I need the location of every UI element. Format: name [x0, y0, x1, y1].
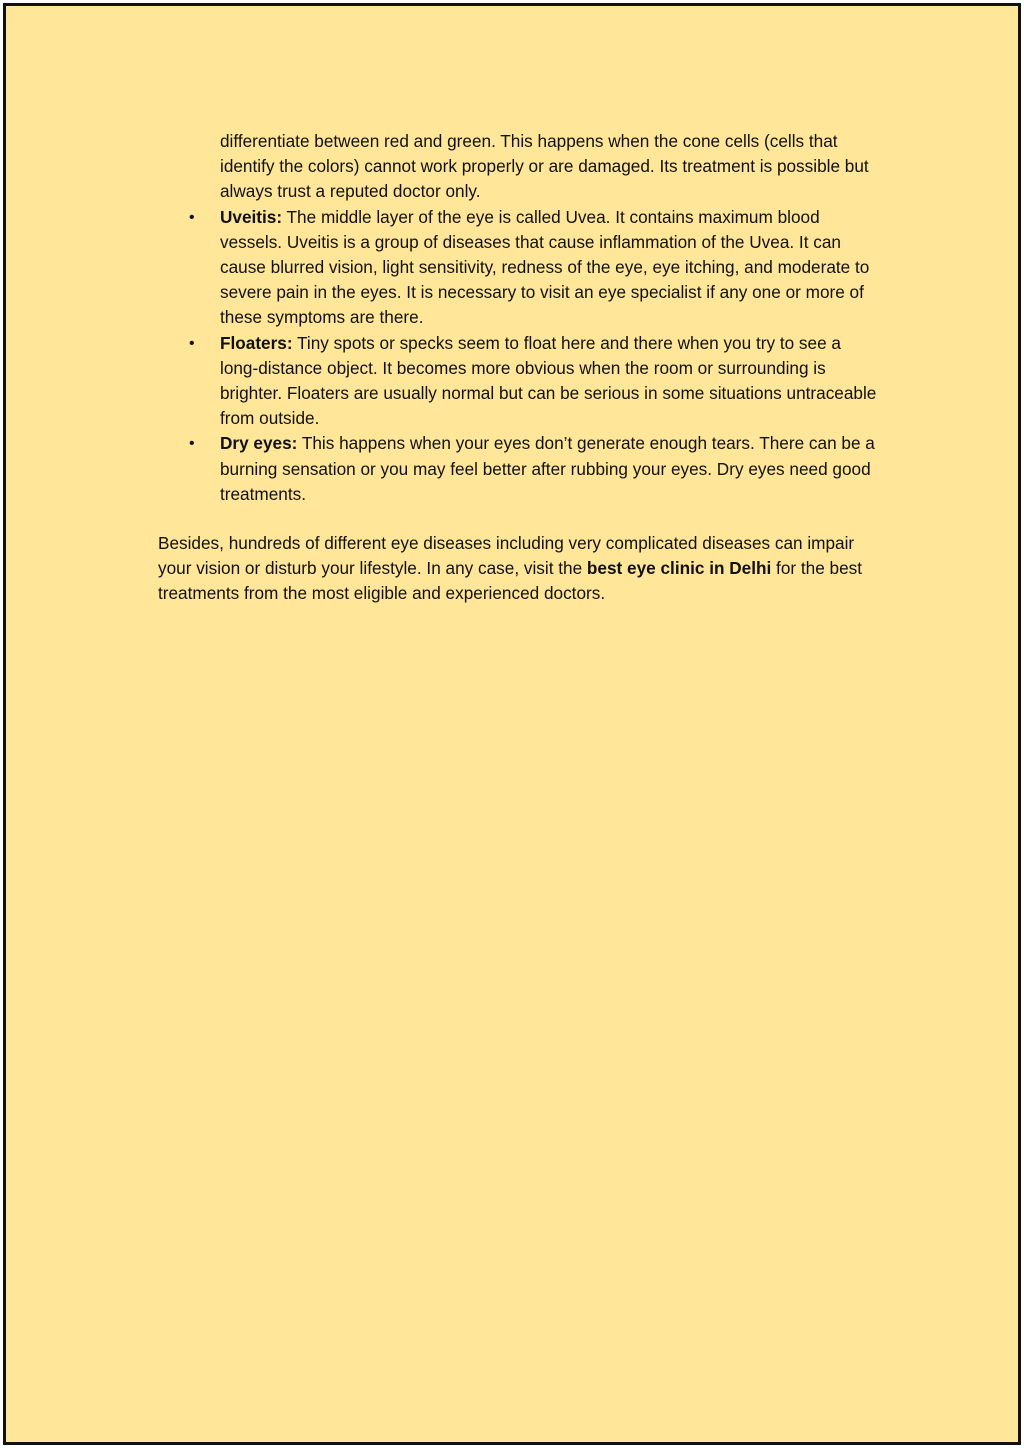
- list-item-term: Dry eyes:: [220, 433, 298, 454]
- closing-text-after: for the best treatments from the most eligible and experienced doctors.: [158, 558, 863, 604]
- bullet-icon: •: [189, 334, 195, 352]
- list-item-dry-eyes: [158, 431, 878, 507]
- closing-paragraph: [158, 531, 878, 607]
- list-item-text: The middle layer of the eye is called Uvea. It contains maximum blood vessels. Uveitis is a group of diseases that cause inflammation of the Uvea. It can cause blurred vision, light sensitivity, redness of the eye, eye itching, and moderate to severe pain in the eyes. It is necessary to visit an eye specialist if any one or more of these symptoms are there.: [220, 206, 870, 328]
- list-item-term: Floaters:: [220, 332, 293, 353]
- best-eye-clinic-emphasis: best eye clinic in Delhi: [586, 558, 772, 579]
- list-item-floaters: [158, 331, 878, 432]
- list-item-term: Uveitis:: [220, 206, 283, 227]
- list-item-text: Tiny spots or specks seem to float here and there when you try to see a long-distance object. It becomes more obvious when the room or surrounding is brighter. Floaters are usually normal but can be serious in some situations untraceable from outside.: [220, 332, 877, 429]
- list-item-text: This happens when your eyes don’t generate enough tears. There can be a burning sensation or you may feel better after rubbing your eyes. Dry eyes need good treatments.: [220, 433, 875, 504]
- bullet-icon: •: [189, 208, 195, 226]
- list-item-uveitis: [158, 205, 878, 331]
- intro-continuation-paragraph: differentiate between red and green. This happens when the cone cells (cells that identify the colors) cannot work properly or are damaged. Its treatment is possible but always trust a reputed doctor only.: [220, 131, 869, 202]
- page-content: [158, 129, 878, 607]
- bullet-icon: •: [189, 435, 195, 453]
- document-page: [3, 3, 1021, 1445]
- eye-disease-list: [158, 205, 878, 507]
- closing-text-before: Besides, hundreds of different eye diseases including very complicated diseases can impair your vision or disturb your lifestyle. In any case, visit the: [158, 533, 855, 579]
